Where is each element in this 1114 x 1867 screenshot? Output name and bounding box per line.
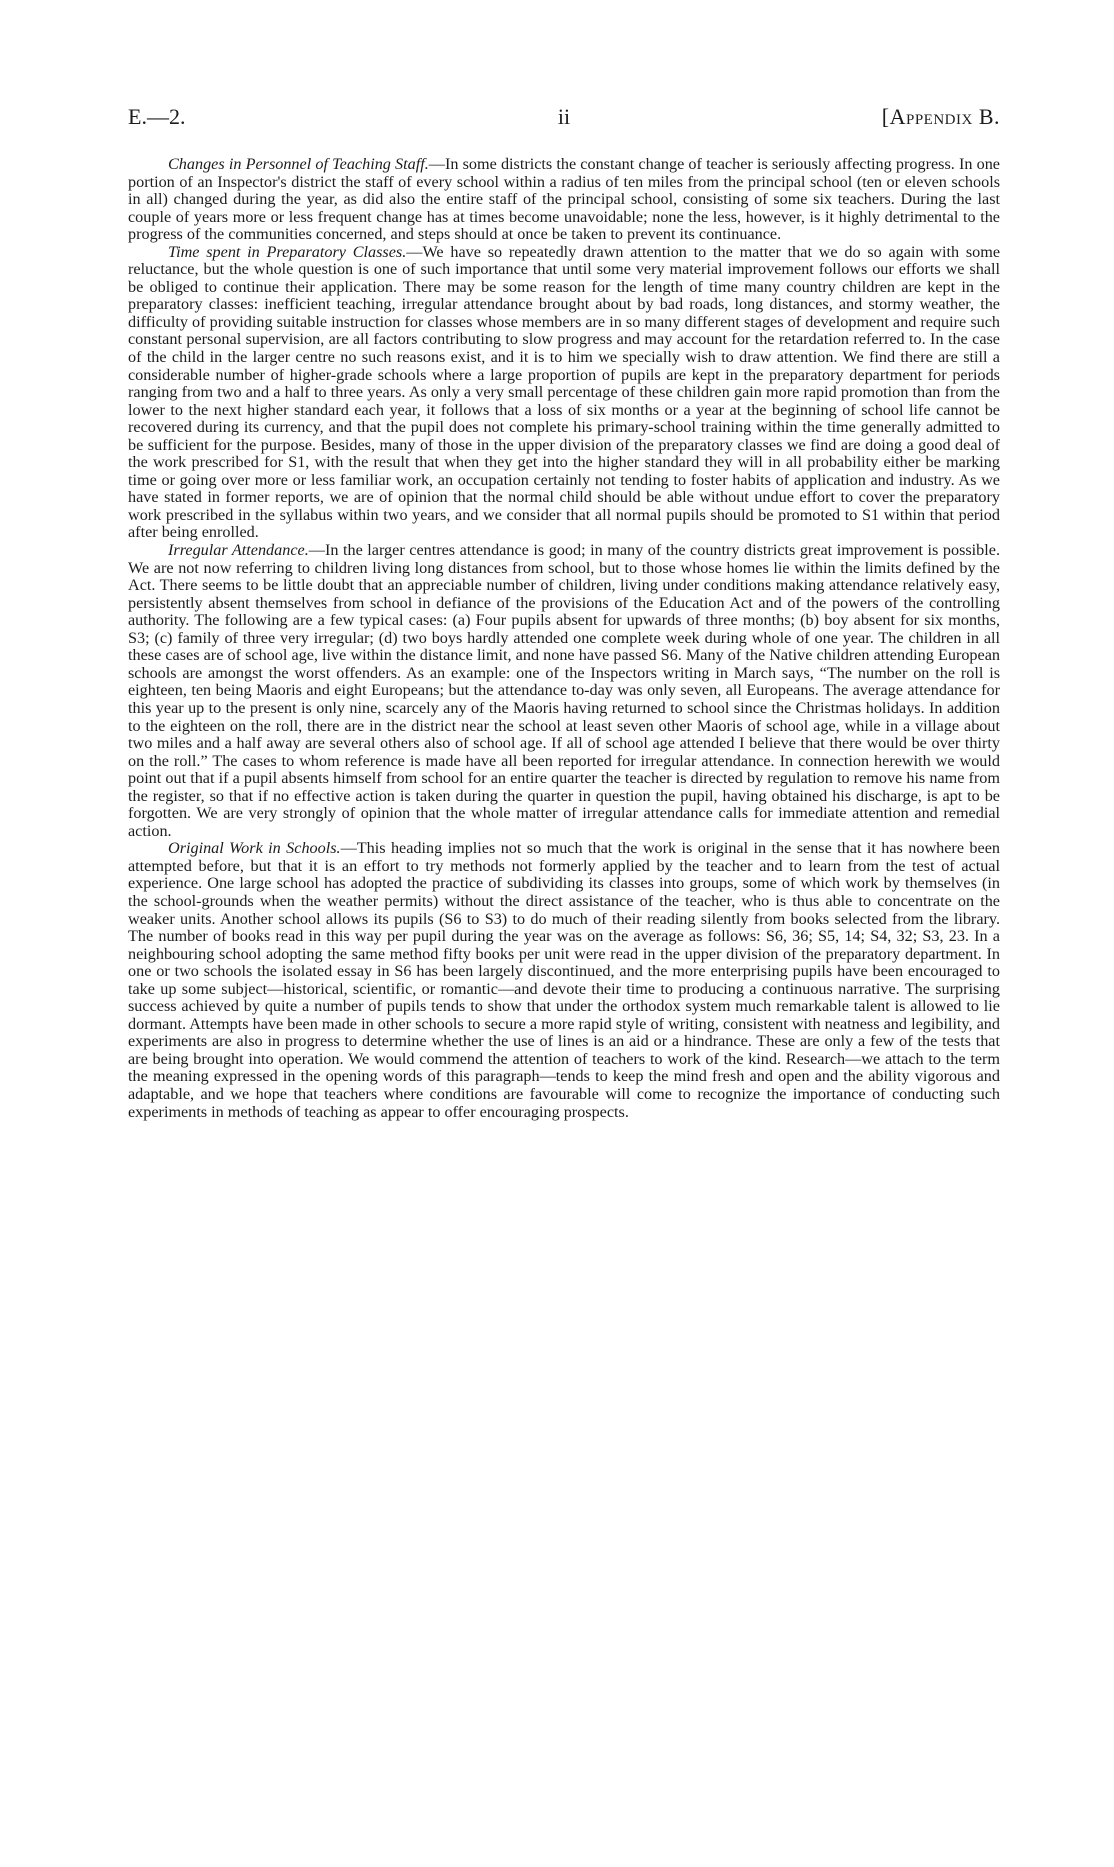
paragraph-preparatory-classes <box>128 244 1000 542</box>
paragraph-heading: Original Work in Schools. <box>168 839 341 858</box>
page-header <box>128 106 1000 146</box>
paragraph-irregular-attendance <box>128 542 1000 840</box>
report-reference: E.—2. <box>128 104 186 129</box>
document-page <box>128 106 1000 1121</box>
page-number: ii <box>557 104 571 129</box>
paragraph-heading: Time spent in Preparatory Classes. <box>168 242 407 261</box>
document-body <box>128 156 1000 1121</box>
paragraph-text: —In the larger centres attendance is good; in many of the country districts great improvement is possible. We are not now referring to children living long distances from school, but to those whose homes lie within the limits defined by the Act. There seems to be little doubt that an appreciable number of children, living under conditions making attendance relatively easy, persistently absent themselves from school in defiance of the provisions of the Education Act and of the powers of the controlling authority. The following are a few typical cases: (a) Four pupils absent for upwards of three months; (b) boy absent for six months, S3; (c) family of three very irregular; (d) two boys hardly attended one complete week during whole of one year. The children in all these cases are of school age, live within the distance limit, and none have passed S6. Many of the Native children attending European schools are amongst the worst offenders. As an example: one of the Inspectors writing in March says, “The number on the roll is eighteen, ten being Maoris and eight Europeans; but the attendance to-day was only seven, all Europeans. The average attendance for this year up to the present is only nine, scarcely any of the Maoris having returned to school since the Christmas holidays. In addition to the eighteen on the roll, there are in the district near the school at least seven other Maoris of school age, while in a village about two miles and a half away are several others also of school age. If all of school age attended I believe that there would be over thirty on the roll.” The cases to whom reference is made have all been reported for irregular attendance. In connection herewith we would point out that if a pupil absents himself from school for an entire quarter the teacher is directed by regulation to remove his name from the register, so that if no effective action is taken during the quarter in question the pupil, having obtained his discharge, is apt to be forgotten. We are very strongly of opinion that the whole matter of irregular attendance calls for immediate attention and remedial action. <box>128 541 1000 840</box>
appendix-label: [Appendix B. <box>881 104 1000 129</box>
paragraph-text: —In some districts the constant change of teacher is seriously affecting progress. In one portion of an Inspector's district the staff of every school within a radius of ten miles from the principal school (ten or eleven schools in all) changed during the year, as did also the entire staff of the principal school, consisting of some six teachers. During the last couple of years more or less frequent change has at times become unavoidable; none the less, however, is it highly detrimental to the progress of the communities concerned, and steps should at once be taken to prevent its continuance. <box>128 155 1000 244</box>
paragraph-original-work <box>128 840 1000 1121</box>
paragraph-text: —We have so repeatedly drawn attention to the matter that we do so again with some reluctance, but the whole question is one of such importance that until some very material improvement follows our efforts we shall be obliged to continue their application. There may be some reason for the length of time many country children are kept in the preparatory classes: inefficient teaching, irregular attendance brought about by bad roads, long distances, and stormy weather, the difficulty of providing suitable instruction for classes whose members are in so many different stages of development and require such constant personal supervision, are all factors contributing to slow progress and may account for the retardation referred to. In the case of the child in the larger centre no such reasons exist, and it is to him we specially wish to draw attention. We find there are still a considerable number of higher-grade schools where a large proportion of pupils are kept in the preparatory department for periods ranging from two and a half to three years. As only a very small percentage of these children gain more rapid promotion than from the lower to the next higher standard each year, it follows that a loss of six months or a year at the beginning of school life cannot be recovered during its currency, and that the pupil does not complete his primary-school training within the time generally admitted to be sufficient for the purpose. Besides, many of those in the upper division of the preparatory classes we find are doing a good deal of the work prescribed for S1, with the result that when they get into the higher standard they will in all probability either be marking time or going over more or less familiar work, an occupation certainly not tending to foster habits of application and industry. As we have stated in former reports, we are of opinion that the normal child should be able without undue effort to cover the preparatory work prescribed in the syllabus within two years, and we consider that all normal pupils should be promoted to S1 within that period after being enrolled. <box>128 242 1001 542</box>
paragraph-heading: Irregular Attendance. <box>168 541 309 560</box>
paragraph-text: —This heading implies not so much that the work is original in the sense that it has nowhere been attempted before, but that it is an effort to try methods not formerly applied by the teacher and to learn from the test of actual experience. One large school has adopted the practice of subdividing its classes into groups, some of which work by themselves (in the school-grounds when the weather permits) without the direct assistance of the teacher, who is thus able to concentrate on the weaker units. Another school allows its pupils (S6 to S3) to do much of their reading silently from books selected from the library. The number of books read in this way per pupil during the year was on the average as follows: S6, 36; S5, 14; S4, 32; S3, 23. In a neighbouring school adopting the same method fifty books per unit were read in the upper division of the preparatory department. In one or two schools the isolated essay in S6 has been largely discontinued, and the more enterprising pupils have been encouraged to take up some subject—historical, scientific, or romantic—and devote their time to producing a continuous narrative. The surprising success achieved by quite a number of pupils tends to show that under the orthodox system much remarkable talent is allowed to lie dormant. Attempts have been made in other schools to secure a more rapid style of writing, consistent with neatness and legibility, and experiments are also in progress to determine whether the use of lines is an aid or a hindrance. These are only a few of the tests that are being brought into operation. We would commend the attention of teachers to work of the kind. Research—we attach to the term the meaning expressed in the opening words of this paragraph—tends to keep the mind fresh and open and the ability vigorous and adaptable, and we hope that teachers where conditions are favourable will come to recognize the importance of conducting such experiments in methods of teaching as appear to offer encouraging prospects. <box>128 839 1000 1121</box>
paragraph-heading: Changes in Personnel of Teaching Staff. <box>168 155 429 173</box>
paragraph-staff-changes <box>128 156 1000 244</box>
